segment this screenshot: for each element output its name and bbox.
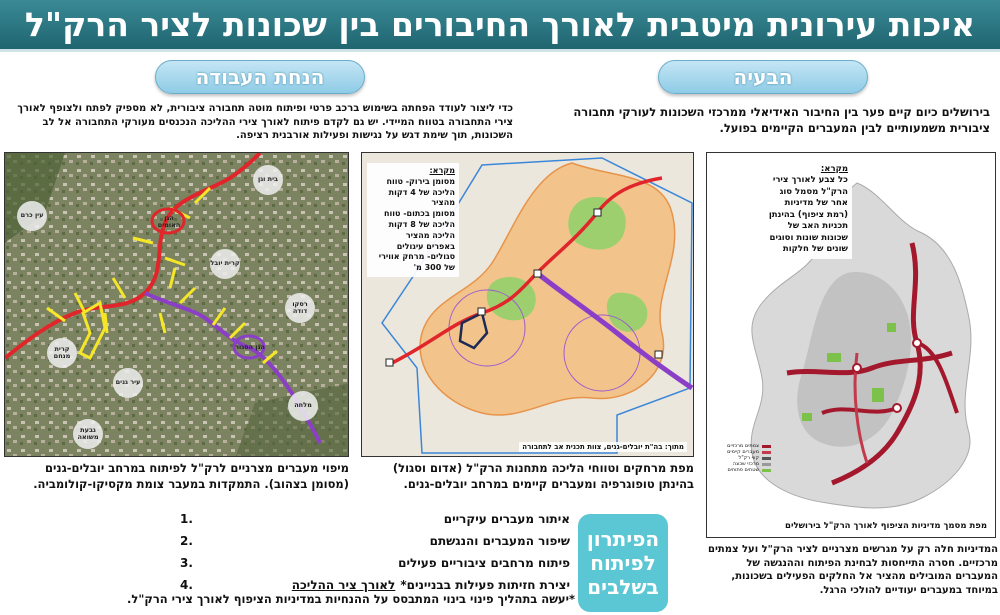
walking-map-caption: מפת מרחקים וטווחי הליכה מתחנות הרק"ל (אדום וסגול) בהינתן טופוגרפיה ומעברים קיימים במרחב יובלים-גנים. [392,461,694,491]
solution-label-line: לפיתוח [590,551,656,575]
density-map-caption: המדיניות חלה רק על מגרשים מצרניים לציר הרק"ל ועל צמתים מרכזיים. חסרה התייחסות לבחינת הפיתוח וההנגשה של המעברים המובילים מהציר אל החלקים הפעילים בשכונות, במיוחד במעברים יעודיים להולכי הרגל. [708,544,998,596]
legend-swatch [762,451,771,454]
neighborhood-label: מלחה [288,391,318,421]
neighborhood-label: הגן האומים [157,213,181,229]
legend-swatch [762,457,771,460]
legend-item: שטחים פתוחים [711,467,771,473]
problem-text: בירושלים כיום קיים פער בין החיבור האידיאלי ממרכזי השכונות לעורקי תחבורה ציבורית משמעותיים לבין המעברים הקיימים בפועל. [573,105,990,136]
density-map-legend-list [711,443,771,473]
legend-item: מעברים קיימים [711,449,771,455]
walking-map-legend-box [367,163,459,277]
neighborhood-label: עין כרם [17,201,47,231]
density-map-legend-title: מקרא: [820,164,848,174]
walking-map-legend-text: מסומן בירוק- טווח הליכה של 4 דקות מהציר מסומן בכתום- טווח הליכה של 8 דקות הליכה מהציר באפרים עיגולים סגולים- מרחק אווירי של 300 מ' [378,176,455,273]
legend-swatch [762,463,771,466]
neighborhood-label: קרית יובל [210,249,240,279]
neighborhood-label: בית וגן [253,165,283,195]
walking-distance-map [361,152,694,457]
legend-item: קווי רק"ל [711,455,771,461]
density-policy-map [706,152,996,538]
walking-map-source: מתוך: בה"ת יובלים-גנים, צוות תכנית אב לתחבורה [519,442,687,452]
page-title: איכות עירונית מיטבית לאורך החיבורים בין שכונות לציר הרק"ל [0,0,1000,52]
neighborhood-label: גבעת משואה [73,419,103,449]
neighborhood-label: קרית מנחם [47,338,77,368]
legend-swatch [762,469,771,472]
neighborhood-label: רסקו דודה [285,293,315,323]
problem-heading: הבעיה [658,60,868,94]
density-map-legend-text: כל צבע לאורך צירי הרק"ל מסמל סוג אחר של מדיניות (רמת ציפוף) בהינתן תכניות האב של שכונות שונות וסוגים שונים של חלקות [768,175,848,255]
solution-step: שיפור המעברים והנגשתם 2. [180,534,570,548]
density-map-inner-caption: מפת מסמך מדיניות הציפוף לאורך הרק"ל בירושלים [785,521,987,531]
passages-map [4,152,349,457]
guideline-heading: הנחת העבודה [155,60,365,94]
neighborhood-label: הגן הסגור [235,343,265,352]
walking-map-legend-title: מקרא: [429,166,455,175]
step-number: 2. [180,534,193,548]
passages-map-caption: מיפוי מעברים מצרניים לרק"ל לפיתוח במרחב יובלים-גנים (מסומן בצהוב). התמקדות במעבר צומת מקסיקו-קולומביה. [33,461,349,491]
solution-step: פיתוח מרחבים ציבוריים פעילים 3. [180,556,570,570]
solution-label-line: בשלבים [587,575,659,599]
step-number: 3. [180,556,193,570]
solution-label-box [578,514,668,612]
density-map-legend-box [757,161,852,259]
legend-item: צמתים מרכזיים [711,443,771,449]
solution-steps-list [180,508,570,596]
solution-step: יצירת חזיתות פעילות בבניינים* לאורך ציר ההליכה 4. [180,578,570,592]
solution-step: איתור מעברים עיקריים 1. [180,512,570,526]
solution-footnote: *יעשה בתהליך פינוי בינוי המתבסס על ההנחיות במדיניות הציפוף לאורך צירי הרק"ל. [127,592,575,606]
legend-swatch [762,445,771,448]
legend-item: מרכזי שכונה [711,461,771,467]
step-number: 1. [180,512,193,526]
guideline-text: כדי ליצור לעודד הפחתה בשימוש ברכב פרטי ופיתוח מוטה תחבורה ציבורית, לא מספיק לפתח ולצופף לאורך צירי התחבורה בטווח המיידי. יש גם לקדם פיתוח לאורך צירי ההליכה הנכנסים מעורקי התחבורה אל לב השכונות, תוך שימת דגש על נגישות ופעילות אורבנית רציפה. [17,103,513,141]
step-number: 4. [180,578,193,592]
solution-label-line: הפיתרון [586,527,660,551]
neighborhood-label: עיר גנים [113,368,143,398]
